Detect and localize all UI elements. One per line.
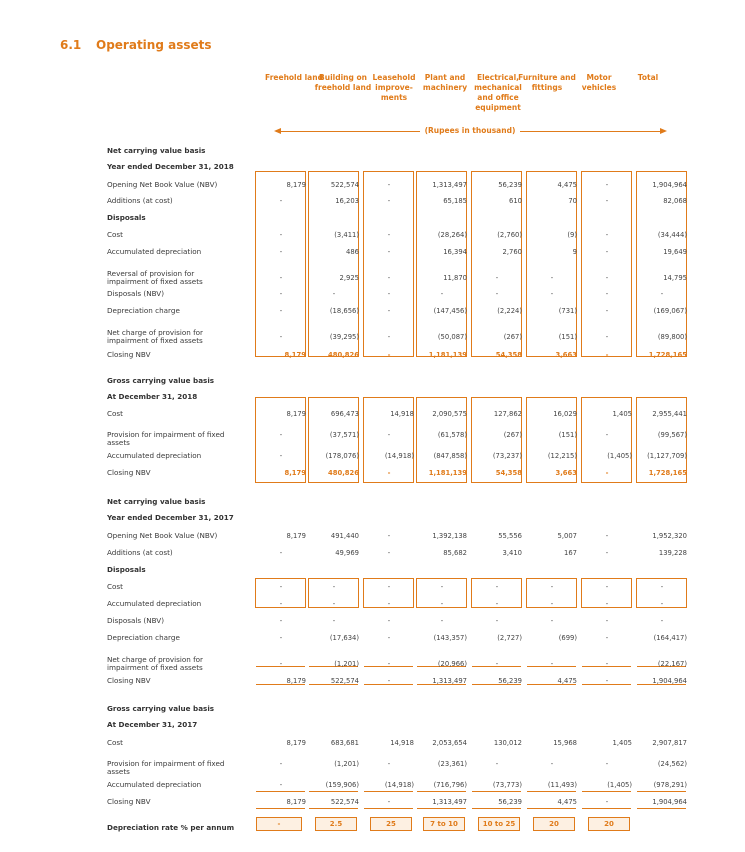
column-header: Leasehold improve-ments <box>372 73 416 102</box>
table-cell: (1,405) <box>607 452 632 460</box>
row-label: Depreciation charge <box>107 306 180 315</box>
row-label: Opening Net Book Value (NBV) <box>107 180 218 189</box>
table-cell: - <box>387 431 391 439</box>
table-cell: 56,239 <box>498 798 522 806</box>
table-cell: - <box>495 660 499 668</box>
table-cell: - <box>387 617 391 625</box>
row-label: Cost <box>107 409 123 418</box>
table-cell: (99,567) <box>657 431 687 439</box>
column-header: Total <box>637 73 659 82</box>
table-cell: - <box>387 677 391 685</box>
column-underline <box>256 791 305 792</box>
row-label: Disposals <box>107 213 146 222</box>
row-label: Additions (at cost) <box>107 548 173 557</box>
table-cell: - <box>495 290 499 298</box>
table-cell: - <box>660 617 664 625</box>
column-underline <box>472 808 521 809</box>
table-cell: - <box>332 600 336 608</box>
table-cell: - <box>605 307 609 315</box>
row-label: Disposals (NBV) <box>107 616 165 625</box>
table-cell: (151) <box>558 431 577 439</box>
table-cell: (716,796) <box>433 781 467 789</box>
row-label: Gross carrying value basis <box>107 704 215 713</box>
table-cell: 4,475 <box>557 181 577 189</box>
table-cell: - <box>605 231 609 239</box>
table-cell: 1,313,497 <box>432 181 467 189</box>
table-cell: (3,411) <box>334 231 359 239</box>
table-cell: (1,201) <box>334 660 359 668</box>
column-underline <box>417 808 466 809</box>
row-label: Gross carrying value basis <box>107 376 215 385</box>
table-cell: 8,179 <box>284 351 306 359</box>
table-cell: 70 <box>568 197 577 205</box>
row-label: Cost <box>107 582 123 591</box>
table-cell: 696,473 <box>330 410 359 418</box>
table-cell: - <box>440 617 444 625</box>
table-cell: - <box>279 197 283 205</box>
table-cell: (267) <box>503 333 522 341</box>
table-cell: (2,224) <box>497 307 522 315</box>
table-cell: (24,562) <box>657 760 687 768</box>
table-cell: (17,634) <box>329 634 359 642</box>
table-cell: - <box>279 431 283 439</box>
table-cell: 3,663 <box>555 469 577 477</box>
table-cell: 1,405 <box>612 739 632 747</box>
table-cell: - <box>605 351 609 359</box>
table-cell: (73,237) <box>492 452 522 460</box>
column-underline <box>637 791 686 792</box>
table-cell: (1,405) <box>607 781 632 789</box>
table-cell: - <box>605 549 609 557</box>
column-underline <box>309 791 358 792</box>
table-cell: 54,358 <box>495 469 522 477</box>
table-cell: 2,760 <box>502 248 522 256</box>
table-cell: 8,179 <box>286 532 306 540</box>
table-cell: 1,904,964 <box>652 181 687 189</box>
row-label: Cost <box>107 738 123 747</box>
table-cell: (12,215) <box>547 452 577 460</box>
table-cell: - <box>387 248 391 256</box>
table-cell: (20,966) <box>437 660 467 668</box>
table-cell: - <box>550 760 554 768</box>
table-cell: - <box>440 600 444 608</box>
table-cell: - <box>279 274 283 282</box>
table-cell: 14,918 <box>390 739 414 747</box>
table-cell: 480,826 <box>328 469 359 477</box>
row-label: Reversal of provision for impairment of fixed assets <box>107 269 203 286</box>
table-cell: 130,012 <box>493 739 522 747</box>
table-cell: - <box>550 660 554 668</box>
table-cell: 480,826 <box>328 351 359 359</box>
column-underline <box>582 808 631 809</box>
table-cell: - <box>495 274 499 282</box>
table-cell: 1,392,138 <box>432 532 467 540</box>
column-underline <box>417 791 466 792</box>
table-cell: 683,681 <box>330 739 359 747</box>
table-cell: 3,663 <box>555 351 577 359</box>
column-header: Furniture and fittings <box>518 73 576 92</box>
table-cell: - <box>279 549 283 557</box>
column-underline <box>637 808 686 809</box>
table-cell: 16,394 <box>443 248 467 256</box>
table-cell: - <box>605 677 609 685</box>
depreciation-rate-box: 10 to 25 <box>478 817 520 831</box>
depreciation-rate-box: 20 <box>588 817 630 831</box>
row-label: At December 31, 2017 <box>107 720 198 729</box>
table-cell: - <box>279 583 283 591</box>
table-cell: (22,167) <box>657 660 687 668</box>
row-label: Depreciation charge <box>107 633 180 642</box>
row-label: Closing NBV <box>107 797 151 806</box>
table-cell: 522,574 <box>330 798 359 806</box>
table-cell: - <box>279 617 283 625</box>
table-cell: 1,728,165 <box>648 351 687 359</box>
table-cell: 16,029 <box>553 410 577 418</box>
table-cell: (2,727) <box>497 634 522 642</box>
table-cell: 85,682 <box>443 549 467 557</box>
table-cell: 1,181,139 <box>428 351 467 359</box>
table-cell: - <box>279 333 283 341</box>
table-cell: - <box>279 248 283 256</box>
table-cell: (61,578) <box>437 431 467 439</box>
table-cell: 56,239 <box>498 677 522 685</box>
table-cell: (14,918) <box>384 781 414 789</box>
table-cell: - <box>279 307 283 315</box>
table-cell: (1,201) <box>334 760 359 768</box>
table-cell: 2,955,441 <box>652 410 687 418</box>
table-cell: (147,456) <box>433 307 467 315</box>
table-cell: (89,800) <box>657 333 687 341</box>
table-cell: - <box>605 600 609 608</box>
units-note: (Rupees in thousand) <box>420 126 520 135</box>
row-label: Net carrying value basis <box>107 497 206 506</box>
table-cell: - <box>550 290 554 298</box>
column-underline <box>309 808 358 809</box>
depreciation-rate-box: 7 to 10 <box>423 817 465 831</box>
table-cell: 9 <box>572 248 577 256</box>
table-cell: 16,203 <box>335 197 359 205</box>
column-underline <box>527 791 576 792</box>
table-cell: 2,090,575 <box>432 410 467 418</box>
table-cell: 14,795 <box>663 274 687 282</box>
table-cell: - <box>387 798 391 806</box>
table-cell: - <box>605 617 609 625</box>
row-label: Net carrying value basis <box>107 146 206 155</box>
table-cell: 55,556 <box>498 532 522 540</box>
table-cell: (159,906) <box>325 781 359 789</box>
table-cell: - <box>387 307 391 315</box>
table-cell: - <box>387 634 391 642</box>
table-cell: 522,574 <box>330 677 359 685</box>
table-cell: 1,313,497 <box>432 798 467 806</box>
table-cell: - <box>605 274 609 282</box>
table-cell: - <box>605 532 609 540</box>
table-cell: 1,904,964 <box>652 677 687 685</box>
table-cell: 82,068 <box>663 197 687 205</box>
table-cell: (178,076) <box>325 452 359 460</box>
table-cell: 1,181,139 <box>428 469 467 477</box>
table-cell: (164,417) <box>653 634 687 642</box>
table-cell: (28,264) <box>437 231 467 239</box>
table-cell: - <box>279 781 283 789</box>
depreciation-rate-box: 25 <box>370 817 412 831</box>
column-underline <box>527 808 576 809</box>
table-cell: (9) <box>567 231 577 239</box>
table-cell: 8,179 <box>286 410 306 418</box>
table-cell: 610 <box>509 197 522 205</box>
table-cell: 1,405 <box>612 410 632 418</box>
table-cell: 8,179 <box>286 739 306 747</box>
table-cell: - <box>279 452 283 460</box>
table-cell: - <box>605 760 609 768</box>
table-cell: (23,361) <box>437 760 467 768</box>
row-label: Cost <box>107 230 123 239</box>
table-cell: 1,952,320 <box>652 532 687 540</box>
row-label: Accumulated depreciation <box>107 247 202 256</box>
row-label: Net charge of provision for impairment of fixed assets <box>107 328 203 345</box>
table-cell: - <box>279 231 283 239</box>
row-label: Provision for impairment of fixed assets <box>107 430 225 447</box>
table-cell: 54,358 <box>495 351 522 359</box>
table-cell: - <box>387 760 391 768</box>
column-header: Motor vehicles <box>581 73 617 92</box>
arrow-left-icon <box>274 127 282 135</box>
table-cell: 139,228 <box>658 549 687 557</box>
table-cell: 2,053,654 <box>432 739 467 747</box>
row-label: Disposals (NBV) <box>107 289 165 298</box>
row-label: Provision for impairment of fixed assets <box>107 759 225 776</box>
table-cell: - <box>279 290 283 298</box>
table-cell: - <box>495 617 499 625</box>
table-cell: - <box>332 617 336 625</box>
column-underline <box>256 808 305 809</box>
table-cell: 486 <box>346 248 359 256</box>
table-cell: 4,475 <box>557 677 577 685</box>
table-cell: (11,493) <box>547 781 577 789</box>
table-cell: - <box>660 583 664 591</box>
row-label: Accumulated depreciation <box>107 599 202 608</box>
table-cell: (34,444) <box>657 231 687 239</box>
table-cell: - <box>495 760 499 768</box>
table-cell: - <box>440 290 444 298</box>
table-cell: (169,067) <box>653 307 687 315</box>
table-cell: 491,440 <box>330 532 359 540</box>
table-cell: 11,870 <box>443 274 467 282</box>
table-cell: (151) <box>558 333 577 341</box>
table-cell: 4,475 <box>557 798 577 806</box>
table-cell: - <box>440 583 444 591</box>
table-cell: (847,858) <box>433 452 467 460</box>
column-header: Electrical, mechanical and office equipment <box>474 73 522 112</box>
table-cell: - <box>605 634 609 642</box>
table-cell: (1,127,709) <box>647 452 687 460</box>
column-header: Freehold land <box>265 73 323 82</box>
table-cell: - <box>550 274 554 282</box>
table-cell: (731) <box>558 307 577 315</box>
table-cell: - <box>495 583 499 591</box>
table-cell: - <box>279 660 283 668</box>
table-cell: 8,179 <box>284 469 306 477</box>
row-label: Depreciation rate % per annum <box>107 823 235 832</box>
table-cell: - <box>332 290 336 298</box>
table-cell: - <box>387 181 391 189</box>
table-cell: - <box>605 197 609 205</box>
table-cell: 2,925 <box>339 274 359 282</box>
table-cell: 14,918 <box>390 410 414 418</box>
column-underline <box>364 791 413 792</box>
table-cell: - <box>279 634 283 642</box>
table-cell: 1,904,964 <box>652 798 687 806</box>
row-label: Closing NBV <box>107 468 151 477</box>
table-cell: - <box>387 660 391 668</box>
table-cell: - <box>605 798 609 806</box>
table-cell: 3,410 <box>502 549 522 557</box>
table-cell: (267) <box>503 431 522 439</box>
table-cell: 2,907,817 <box>652 739 687 747</box>
table-cell: - <box>279 760 283 768</box>
table-cell: (14,918) <box>384 452 414 460</box>
table-cell: - <box>387 333 391 341</box>
table-cell: 19,649 <box>663 248 687 256</box>
table-cell: 1,313,497 <box>432 677 467 685</box>
table-cell: - <box>332 583 336 591</box>
depreciation-rate-box: - <box>256 817 302 831</box>
section-number: 6.1 <box>60 38 82 52</box>
table-cell: (699) <box>558 634 577 642</box>
table-cell: - <box>605 431 609 439</box>
table-cell: - <box>387 600 391 608</box>
table-cell: 167 <box>564 549 577 557</box>
table-cell: - <box>387 351 391 359</box>
section-title: Operating assets <box>96 38 212 52</box>
table-cell: (50,087) <box>437 333 467 341</box>
table-cell: - <box>387 197 391 205</box>
table-cell: 15,968 <box>553 739 577 747</box>
table-cell: (978,291) <box>653 781 687 789</box>
table-cell: (37,571) <box>329 431 359 439</box>
table-cell: - <box>279 600 283 608</box>
table-cell: (39,295) <box>329 333 359 341</box>
table-cell: (73,773) <box>492 781 522 789</box>
table-cell: - <box>495 600 499 608</box>
table-cell: (18,656) <box>329 307 359 315</box>
row-label: Accumulated depreciation <box>107 780 202 789</box>
table-cell: 8,179 <box>286 798 306 806</box>
table-cell: 5,007 <box>557 532 577 540</box>
table-cell: - <box>550 600 554 608</box>
table-cell: 8,179 <box>286 181 306 189</box>
arrow-right-icon <box>659 127 667 135</box>
column-header: Plant and machinery <box>422 73 468 92</box>
depreciation-rate-box: 2.5 <box>315 817 357 831</box>
table-cell: - <box>605 583 609 591</box>
table-cell: - <box>550 583 554 591</box>
table-cell: 65,185 <box>443 197 467 205</box>
table-cell: (143,357) <box>433 634 467 642</box>
row-label: Year ended December 31, 2018 <box>107 162 234 171</box>
table-cell: 56,239 <box>498 181 522 189</box>
table-cell: - <box>660 600 664 608</box>
table-cell: - <box>387 549 391 557</box>
row-label: Opening Net Book Value (NBV) <box>107 531 218 540</box>
table-cell: - <box>605 469 609 477</box>
table-cell: - <box>387 469 391 477</box>
table-cell: - <box>605 181 609 189</box>
table-cell: (2,760) <box>497 231 522 239</box>
row-label: Closing NBV <box>107 350 151 359</box>
table-cell: - <box>660 290 664 298</box>
table-cell: - <box>605 333 609 341</box>
row-label: Additions (at cost) <box>107 196 173 205</box>
row-label: Net charge of provision for impairment of fixed assets <box>107 655 203 672</box>
table-cell: 1,728,165 <box>648 469 687 477</box>
column-underline <box>582 791 631 792</box>
depreciation-rate-box: 20 <box>533 817 575 831</box>
column-header: Building on freehold land <box>314 73 372 92</box>
row-label: Accumulated depreciation <box>107 451 202 460</box>
table-cell: - <box>387 583 391 591</box>
table-cell: 522,574 <box>330 181 359 189</box>
table-cell: - <box>387 231 391 239</box>
table-cell: 127,862 <box>493 410 522 418</box>
table-cell: - <box>605 290 609 298</box>
column-underline <box>472 791 521 792</box>
table-cell: 49,969 <box>335 549 359 557</box>
table-cell: 8,179 <box>286 677 306 685</box>
row-label: Closing NBV <box>107 676 151 685</box>
row-label: Disposals <box>107 565 146 574</box>
row-label: At December 31, 2018 <box>107 392 198 401</box>
column-underline <box>364 808 413 809</box>
table-cell: - <box>605 248 609 256</box>
table-cell: - <box>605 660 609 668</box>
table-cell: - <box>387 532 391 540</box>
table-cell: - <box>550 617 554 625</box>
row-label: Year ended December 31, 2017 <box>107 513 234 522</box>
table-cell: - <box>387 290 391 298</box>
table-cell: - <box>387 274 391 282</box>
